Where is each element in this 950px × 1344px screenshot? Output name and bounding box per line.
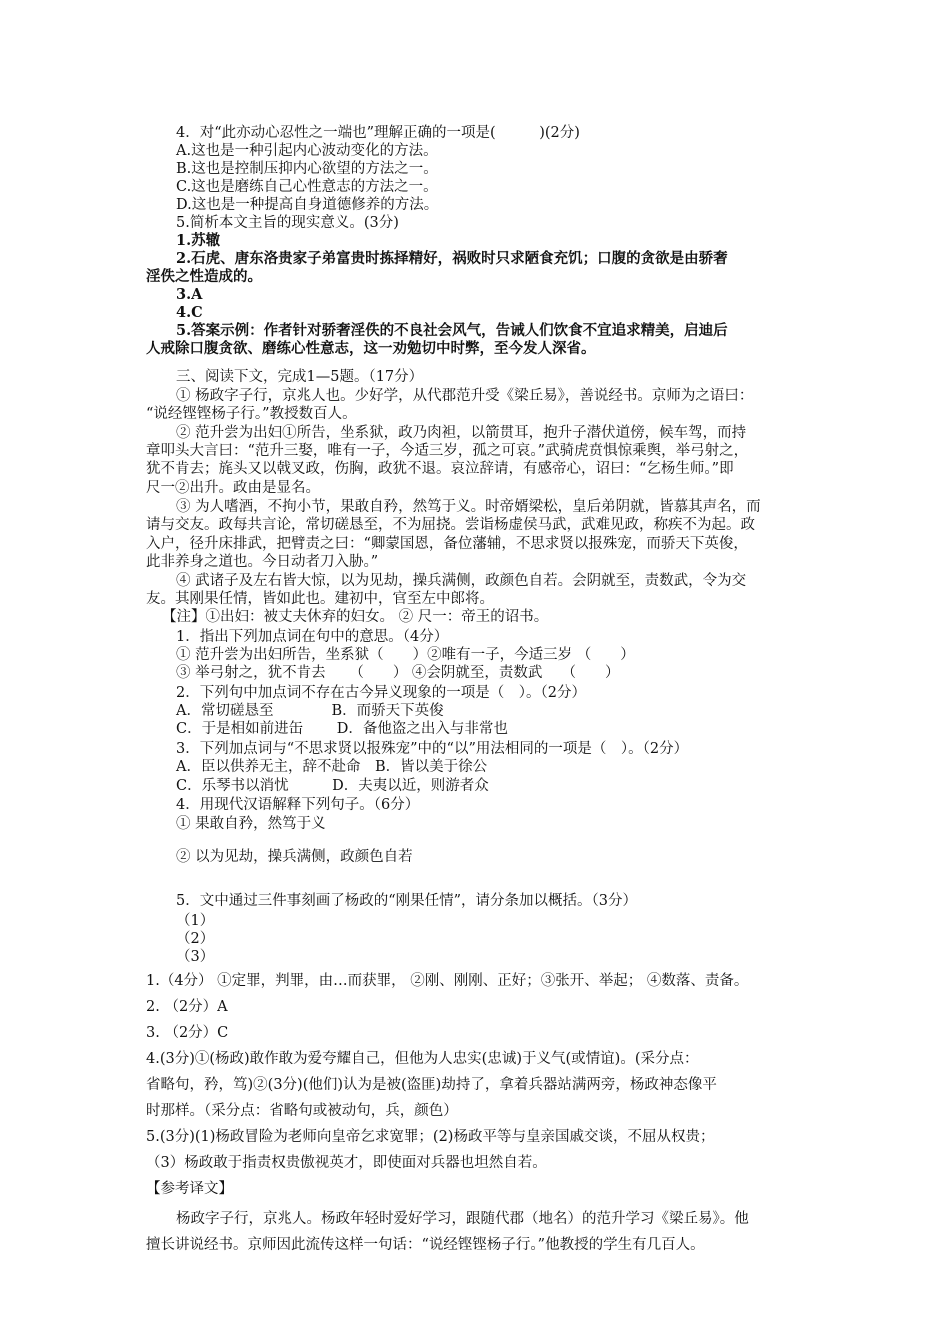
question-line: ① 果敢自矜，然笃于义 — [176, 816, 326, 832]
option-c: C.这也是磨练自己心性意志的方法之一。 — [176, 179, 438, 195]
passage-line: ④ 武诸子及左右皆大惊，以为见劫，操兵满侧，政颜色自若。会阴就至，责数武，令为交 — [176, 573, 747, 589]
section-heading: 三、阅读下文，完成1—5题。（17分） — [176, 369, 424, 385]
passage-line: “说经铿铿杨子行。”教授数百人。 — [146, 406, 357, 422]
question-line: ① 范升尝为出妇所告，坐系狱（ ）②唯有一子，今适三岁 （ ） — [176, 647, 635, 663]
question-line: 1．指出下列加点词在句中的意思。（4分） — [176, 629, 449, 645]
answer-line: 1.苏辙 — [176, 232, 221, 249]
answer-line: 4.(3分)①(杨政)敢作敢为爱夸耀自己，但他为人忠实(忠诚)于义气(或情谊)。(采分点： — [146, 1051, 699, 1067]
passage-line: 此非养身之道也。今日动者刀入胁。” — [146, 554, 379, 570]
option-a: A.这也是一种引起内心波动变化的方法。 — [176, 143, 438, 159]
question-line: ③ 举弓射之，犹不肯去 （ ） ④会阴就至，责数武 （ ） — [176, 665, 620, 681]
passage-line: 入户，径升床排武，把臂责之曰：“卿蒙国恩，备位藩辅，不思求贤以报殊宠，而骄天下英俊， — [146, 536, 748, 552]
answer-line: 省略句，矜，笃)②(3分)(他们)认为是被(盗匪)劫持了，拿着兵器站满两旁，杨政神态像平 — [146, 1077, 717, 1093]
passage-line: ② 范升尝为出妇①所告，坐系狱，政乃肉袒，以箭贯耳，抱升子潜伏道傍，候车驾，而持 — [176, 425, 747, 441]
passage-line: ① 杨政字子行，京兆人也。少好学，从代郡范升受《梁丘易》，善说经书。京师为之语曰： — [176, 388, 754, 404]
question-line: A．常切磋恳至 B．而骄天下英俊 — [176, 703, 444, 719]
answer-line: 2.石虎、唐东洛贵家子弟富贵时拣择精好，祸败时只求陋食充饥；口腹的贪欲是由骄奢 — [176, 250, 728, 267]
option-b: B.这也是控制压抑内心欲望的方法之一。 — [176, 161, 438, 177]
question-line: 4．用现代汉语解释下列句子。（6分） — [176, 797, 420, 813]
answer-line: 1.（4分） ①定罪，判罪，由…而获罪， ②刚、刚刚、正好；③张开、举起； ④数落、责备。 — [146, 973, 749, 989]
passage-line: 请与交友。政每共言论，常切磋恳至，不为屈挠。尝诣杨虚侯马武，武难见政，称疾不为起。政 — [146, 517, 755, 533]
question-line: 5．文中通过三件事刻画了杨政的“刚果任情”，请分条加以概括。（3分） — [176, 893, 638, 909]
question-line: ② 以为见劫，操兵满侧，政颜色自若 — [176, 849, 413, 865]
answer-blank: （2） — [176, 931, 215, 947]
passage-line: 友。其刚果任情，皆如此也。建初中，官至左中郎将。 — [146, 591, 494, 607]
answer-line: 2. （2分）A — [146, 999, 228, 1015]
translation-heading: 【参考译文】 — [146, 1181, 233, 1197]
answer-line: （3）杨政敢于指责权贵傲视英才，即使面对兵器也坦然自若。 — [146, 1155, 547, 1171]
passage-line: ③ 为人嗜酒，不拘小节，果敢自矜，然笃于义。时帝婿梁松，皇后弟阴就，皆慕其声名，而 — [176, 499, 761, 515]
answer-line: 5.(3分)(1)杨政冒险为老师向皇帝乞求宽罪；(2)杨政平等与皇亲国戚交谈，不屈从权贵； — [146, 1129, 715, 1145]
translation-line: 擅长讲说经书。京师因此流传这样一句话：“说经铿铿杨子行。”他教授的学生有几百人。 — [146, 1237, 705, 1253]
passage-line: 犹不肯去；旄头又以戟叉政，伤胸，政犹不退。哀泣辞请，有感帝心，诏曰：“乞杨生师。”即 — [146, 461, 734, 477]
answer-line: 3. （2分）C — [146, 1025, 229, 1041]
question-line: C．于是相如前进缶 D．备他盗之出入与非常也 — [176, 721, 508, 737]
answer-line: 5.答案示例：作者针对骄奢淫佚的不良社会风气，告诫人们饮食不宜追求精美，启迪后 — [176, 322, 728, 339]
answer-blank: （1） — [176, 913, 215, 929]
question-line: A．臣以供养无主，辞不赴命 B．皆以美于徐公 — [176, 759, 488, 775]
answer-line: 时那样。（采分点：省略句或被动句，兵，颜色） — [146, 1103, 458, 1119]
footnote: 【注】①出妇：被丈夫休弃的妇女。 ② 尺一：帝王的诏书。 — [162, 609, 549, 625]
question-line: 3．下列加点词与“不思求贤以报殊宠”中的“以”用法相同的一项是（ ）。（2分） — [176, 741, 689, 757]
answer-blank: （3） — [176, 949, 215, 965]
question-line: C．乐琴书以消忧 D．夫夷以近，则游者众 — [176, 778, 489, 794]
answer-line: 3.A — [176, 286, 203, 303]
answer-line: 人戒除口腹贪欲、磨练心性意志，这一劝勉切中时弊，至今发人深省。 — [146, 340, 596, 357]
question-4-prev: 4．对“此亦动心忍性之一端也”理解正确的一项是( )(2分) — [176, 125, 580, 141]
passage-line: 尺一②出升。政由是显名。 — [146, 480, 320, 496]
translation-line: 杨政字子行，京兆人。杨政年轻时爱好学习，跟随代郡（地名）的范升学习《梁丘易》。他 — [176, 1211, 749, 1227]
option-d: D.这也是一种提高自身道德修养的方法。 — [176, 197, 439, 213]
answer-line: 淫佚之性造成的。 — [146, 268, 262, 285]
question-line: 2．下列句中加点词不存在古今异义现象的一项是（ ）。（2分） — [176, 685, 586, 701]
answer-line: 4.C — [176, 304, 203, 321]
passage-line: 章叩头大言曰：“范升三娶，唯有一子，今适三岁，孤之可哀。”武骑虎贲惧惊乘舆，举弓射之， — [146, 443, 749, 459]
question-5-prev: 5.简析本文主旨的现实意义。(3分) — [176, 215, 399, 231]
